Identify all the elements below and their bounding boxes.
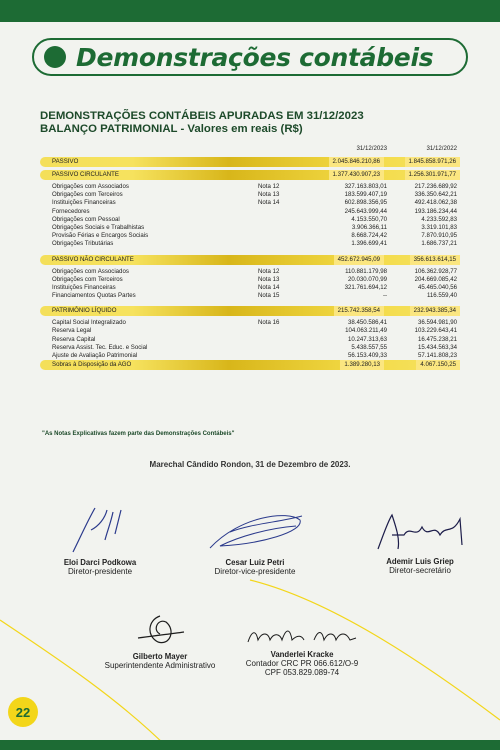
value-2022: 204.669.085,42 — [414, 275, 457, 283]
signature-block-superintendent — [90, 612, 230, 670]
footnote: "As Notas Explicativas fazem parte das Demonstrações Contábeis" — [42, 431, 235, 437]
value-2022: 217.236.689,92 — [414, 183, 457, 190]
row-label: Capital Social Integralizado — [52, 319, 126, 327]
value-2023: 110.881.179,98 — [345, 267, 387, 275]
row-label: Ajuste de Avaliação Patrimonial — [52, 352, 138, 359]
column-header-2023: 31/12/2023 — [356, 145, 387, 152]
value-2022: 193.186.234,44 — [414, 207, 457, 215]
value-2023: 5.438.557,55 — [351, 343, 387, 351]
value-2023: 1.389.280,13 — [340, 360, 384, 370]
value-2023: 3.906.366,11 — [351, 223, 387, 231]
row-label: Obrigações Tributárias — [52, 240, 114, 248]
row-label: Financiamentos Quotas Partes — [52, 292, 136, 300]
row-note: Nota 15 — [258, 292, 280, 300]
value-2022: 7.870.910,95 — [421, 232, 457, 240]
value-2023: 602.898.356,95 — [344, 199, 387, 207]
row-label: Reserva Capital — [52, 335, 96, 343]
value-2023: 321.761.694,12 — [344, 283, 387, 291]
signature-block-secretary — [360, 505, 480, 575]
value-2022: 336.350.642,21 — [414, 191, 457, 199]
value-2023: 183.599.407,19 — [344, 191, 387, 199]
value-2023: 56.153.409,33 — [348, 352, 387, 359]
signature-block-accountant — [232, 620, 372, 677]
value-2023: 104.063.211,49 — [345, 327, 387, 335]
row-label: Obrigações com Terceiros — [52, 275, 123, 283]
value-2022: 1.686.737,21 — [421, 240, 457, 248]
signatory-role: Diretor-presidente — [67, 567, 133, 576]
row-label: Obrigações com Terceiros — [52, 191, 123, 199]
row-label: Reserva Legal — [52, 327, 92, 335]
row-label: Obrigações com Associados — [52, 267, 129, 275]
signatory-name: Ademir Luis Griep — [386, 557, 454, 566]
value-2022: 116.559,40 — [426, 292, 457, 300]
value-2022: 232.943.385,34 — [410, 306, 460, 316]
value-2022: 45.465.040,56 — [418, 283, 457, 291]
value-2022: 4.067.150,25 — [416, 360, 460, 370]
row-note: Nota 12 — [258, 183, 280, 190]
value-2022: 103.229.643,41 — [414, 327, 457, 335]
handwritten-signature-2 — [200, 502, 310, 558]
value-2023: 1.377.430.907,23 — [329, 170, 384, 180]
signatory-role: Superintendente Administrativo — [104, 661, 216, 670]
value-2022: 1.845.858.971,26 — [405, 157, 460, 167]
value-2023: -- — [382, 292, 387, 300]
value-2023: 38.450.586,41 — [348, 319, 387, 327]
value-2023: 245.643.999,44 — [344, 207, 387, 215]
row-label: Obrigações com Associados — [52, 183, 129, 190]
signatory-name: Cesar Luiz Petri — [225, 558, 285, 567]
value-2023: 2.045.846.210,86 — [329, 157, 384, 167]
row-label: PATRIMÔNIO LÍQUIDO — [52, 307, 117, 315]
value-2022: 106.362.928,77 — [414, 267, 457, 275]
place-date: Marechal Cândido Rondon, 31 de Dezembro de 2023. — [149, 460, 351, 469]
column-header-2022: 31/12/2022 — [426, 145, 457, 152]
row-note: Nota 16 — [258, 319, 280, 327]
value-2023: 1.396.699,41 — [351, 240, 387, 248]
value-2022: 1.256.301.971,77 — [405, 170, 460, 180]
value-2023: 8.668.724,42 — [351, 232, 387, 240]
value-2022: 36.594.981,90 — [418, 319, 457, 327]
value-2022: 16.475.238,21 — [418, 335, 457, 343]
value-2022: 57.141.808,23 — [418, 352, 457, 359]
handwritten-signature-1 — [55, 500, 145, 558]
row-label: Instituições Financeiras — [52, 283, 116, 291]
row-label: PASSIVO CIRCULANTE — [52, 171, 119, 178]
value-2022: 3.319.101,83 — [421, 223, 457, 231]
bottom-band — [0, 740, 500, 750]
value-2022: 4.233.592,83 — [421, 215, 457, 223]
value-2023: 452.672.945,09 — [334, 255, 384, 265]
row-label: Provisão Férias e Encargos Sociais — [52, 232, 149, 240]
row-note: Nota 14 — [258, 199, 280, 207]
row-label: Sobras à Disposição da AGO — [52, 361, 132, 369]
row-label: Instituições Financeiras — [52, 199, 116, 207]
signatory-cpf: CPF 053.829.089-74 — [264, 668, 340, 677]
row-note: Nota 13 — [258, 275, 280, 283]
row-label: PASSIVO — [52, 158, 79, 165]
row-label: Reserva Assist. Tec. Educ. e Social — [52, 343, 148, 351]
row-note: Nota 13 — [258, 191, 280, 199]
row-label: Obrigações com Pessoal — [52, 215, 120, 223]
signatory-name: Vanderlei Kracke — [270, 650, 334, 659]
signature-block-president — [40, 500, 160, 576]
signatory-role: Diretor-vice-presidente — [214, 567, 296, 576]
value-2023: 20.030.070,99 — [348, 275, 387, 283]
signatory-name: Gilberto Mayer — [132, 652, 188, 661]
signatory-name: Eloi Darci Podkowa — [63, 558, 137, 567]
signatory-role: Diretor-secretário — [389, 566, 451, 575]
signature-block-vice-president — [190, 502, 320, 576]
handwritten-signature-5 — [242, 620, 362, 650]
value-2023: 4.153.550,70 — [351, 215, 387, 223]
row-note: Nota 14 — [258, 283, 280, 291]
signatory-role: Contador CRC PR 066.612/O-9 — [245, 659, 359, 668]
row-label: Obrigações Sociais e Trabalhistas — [52, 223, 145, 231]
row-note: Nota 12 — [258, 267, 280, 275]
statement-subtitle: BALANÇO PATRIMONIAL - Valores em reais (R$) — [40, 123, 303, 135]
handwritten-signature-4 — [130, 612, 190, 652]
value-2022: 492.418.062,38 — [414, 199, 457, 207]
value-2023: 215.742.358,54 — [334, 306, 384, 316]
row-label: Fornecedores — [52, 207, 90, 215]
row-label: PASSIVO NÃO CIRCULANTE — [52, 255, 134, 263]
page-title: Demonstrações contábeis — [76, 42, 434, 72]
value-2022: 356.613.614,15 — [410, 255, 460, 265]
handwritten-signature-3 — [370, 505, 470, 557]
statement-title: DEMONSTRAÇÕES CONTÁBEIS APURADAS EM 31/12/2023 — [40, 110, 364, 122]
value-2022: 15.434.563,34 — [418, 343, 457, 351]
value-2023: 10.247.313,63 — [348, 335, 387, 343]
page-number-badge: 22 — [8, 697, 38, 727]
value-2023: 327.163.803,01 — [344, 183, 387, 190]
